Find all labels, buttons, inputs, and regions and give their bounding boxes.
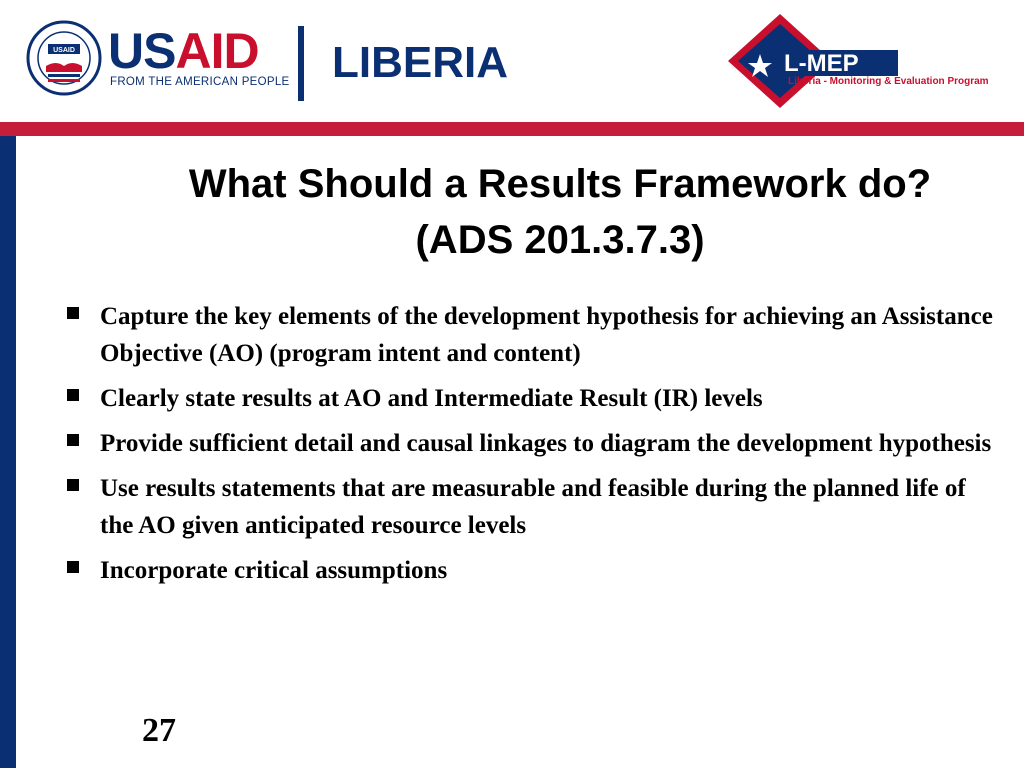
slide-title-line2: (ADS 201.3.7.3) <box>415 218 705 262</box>
left-accent-bar <box>0 136 16 768</box>
header-divider <box>298 26 304 101</box>
usaid-wordmark-aid: AID <box>175 23 259 79</box>
slide-title <box>110 156 1010 268</box>
square-bullet-icon <box>67 307 79 319</box>
bullet-item <box>60 425 1000 462</box>
square-bullet-icon <box>67 434 79 446</box>
bullet-item <box>60 380 1000 417</box>
bullet-text: Clearly state results at AO and Intermediate Result (IR) levels <box>100 385 763 412</box>
bullet-text: Provide sufficient detail and causal linkages to diagram the development hypothesis <box>100 430 992 457</box>
square-bullet-icon <box>67 389 79 401</box>
bullet-text: Incorporate critical assumptions <box>100 557 448 584</box>
bullet-list <box>60 298 1000 597</box>
slide-header <box>0 0 1024 122</box>
square-bullet-icon <box>67 479 79 491</box>
usaid-tagline: FROM THE AMERICAN PEOPLE <box>110 76 290 88</box>
lmep-logo <box>720 10 990 112</box>
usaid-wordmark-us: US <box>108 23 176 79</box>
bullet-item <box>60 470 1000 544</box>
svg-text:USAID: USAID <box>53 47 75 54</box>
bullet-item <box>60 552 1000 589</box>
country-name: LIBERIA <box>332 38 508 87</box>
slide-title-line1: What Should a Results Framework do? <box>188 162 932 206</box>
lmep-tagline: Liberia - Monitoring & Evaluation Program <box>788 76 989 87</box>
bullet-text: Capture the key elements of the development hypothesis for achieving an Assistance Objective (AO) (program intent and content) <box>100 303 993 367</box>
usaid-seal-logo <box>26 20 102 96</box>
bullet-item <box>60 298 1000 372</box>
page-number: 27 <box>142 712 176 749</box>
lmep-logo-text: L-MEP <box>784 50 859 77</box>
header-red-rule <box>0 122 1024 136</box>
bullet-text: Use results statements that are measurable and feasible during the planned life of the AO given anticipated resource levels <box>100 475 966 539</box>
usaid-wordmark <box>108 23 259 79</box>
square-bullet-icon <box>67 561 79 573</box>
